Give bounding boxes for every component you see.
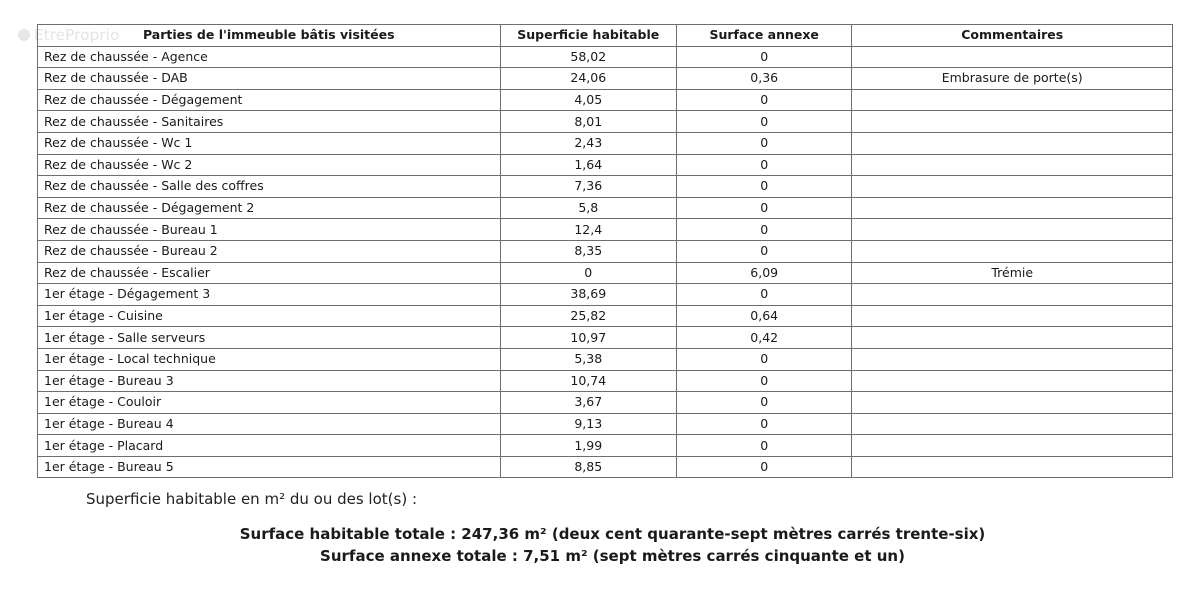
cell-superficie-habitable: 8,85 [500,456,676,478]
table-row [38,111,1173,133]
table-header-row [38,25,1173,47]
cell-commentaire [852,305,1173,327]
table-row [38,46,1173,68]
cell-piece: 1er étage - Couloir [38,392,501,414]
cell-surface-annexe: 0 [677,456,852,478]
cell-piece: 1er étage - Cuisine [38,305,501,327]
header-pieces: Parties de l'immeuble bâtis visitées [38,25,501,47]
cell-commentaire [852,327,1173,349]
cell-piece: Rez de chaussée - Bureau 2 [38,240,501,262]
cell-surface-annexe: 6,09 [677,262,852,284]
cell-piece: Rez de chaussée - Dégagement 2 [38,197,501,219]
table-row [38,262,1173,284]
cell-surface-annexe: 0 [677,435,852,457]
cell-surface-annexe: 0 [677,111,852,133]
cell-commentaire [852,197,1173,219]
cell-superficie-habitable: 9,13 [500,413,676,435]
cell-superficie-habitable: 10,74 [500,370,676,392]
header-commentaires: Commentaires [852,25,1173,47]
table-row [38,456,1173,478]
cell-piece: Rez de chaussée - Dégagement [38,89,501,111]
table-row [38,435,1173,457]
annexe-total: Surface annexe totale : 7,51 m² (sept mètres carrés cinquante et un) [320,547,905,565]
table-row [38,68,1173,90]
cell-commentaire [852,392,1173,414]
cell-commentaire [852,176,1173,198]
cell-surface-annexe: 0,36 [677,68,852,90]
watermark-text: EtreProprio [34,26,120,44]
cell-piece: 1er étage - Placard [38,435,501,457]
cell-commentaire [852,240,1173,262]
cell-superficie-habitable: 25,82 [500,305,676,327]
table-row [38,305,1173,327]
cell-commentaire: Trémie [852,262,1173,284]
table-row [38,327,1173,349]
cell-commentaire [852,132,1173,154]
surfaces-table [37,24,1173,478]
cell-superficie-habitable: 3,67 [500,392,676,414]
cell-superficie-habitable: 10,97 [500,327,676,349]
cell-surface-annexe: 0 [677,370,852,392]
cell-surface-annexe: 0 [677,413,852,435]
cell-superficie-habitable: 4,05 [500,89,676,111]
cell-piece: Rez de chaussée - Escalier [38,262,501,284]
cell-surface-annexe: 0 [677,46,852,68]
cell-surface-annexe: 0 [677,219,852,241]
cell-superficie-habitable: 2,43 [500,132,676,154]
cell-commentaire: Embrasure de porte(s) [852,68,1173,90]
table-row [38,370,1173,392]
table-row [38,240,1173,262]
cell-surface-annexe: 0 [677,284,852,306]
cell-piece: Rez de chaussée - Wc 2 [38,154,501,176]
cell-surface-annexe: 0 [677,89,852,111]
cell-piece: 1er étage - Bureau 5 [38,456,501,478]
cell-piece: 1er étage - Local technique [38,348,501,370]
cell-superficie-habitable: 1,99 [500,435,676,457]
table-row [38,89,1173,111]
table-row [38,219,1173,241]
cell-surface-annexe: 0 [677,240,852,262]
cell-superficie-habitable: 8,01 [500,111,676,133]
table-row [38,132,1173,154]
cell-superficie-habitable: 38,69 [500,284,676,306]
table-row [38,154,1173,176]
cell-piece: Rez de chaussée - DAB [38,68,501,90]
table-row [38,197,1173,219]
cell-commentaire [852,111,1173,133]
copyright-logo-icon [18,29,30,41]
cell-piece: Rez de chaussée - Wc 1 [38,132,501,154]
header-superficie-habitable: Superficie habitable [500,25,676,47]
cell-superficie-habitable: 24,06 [500,68,676,90]
cell-superficie-habitable: 5,38 [500,348,676,370]
summary-intro: Superficie habitable en m² du ou des lot(s) : [86,490,417,508]
cell-surface-annexe: 0,42 [677,327,852,349]
cell-surface-annexe: 0 [677,176,852,198]
cell-surface-annexe: 0 [677,392,852,414]
cell-superficie-habitable: 12,4 [500,219,676,241]
cell-piece: Rez de chaussée - Sanitaires [38,111,501,133]
cell-piece: 1er étage - Bureau 4 [38,413,501,435]
table-row [38,176,1173,198]
cell-commentaire [852,348,1173,370]
habitable-total: Surface habitable totale : 247,36 m² (deux cent quarante-sept mètres carrés trente-six) [239,525,986,543]
cell-piece: Rez de chaussée - Salle des coffres [38,176,501,198]
table-row [38,348,1173,370]
cell-piece: 1er étage - Salle serveurs [38,327,501,349]
cell-commentaire [852,284,1173,306]
cell-surface-annexe: 0 [677,348,852,370]
cell-piece: Rez de chaussée - Agence [38,46,501,68]
cell-superficie-habitable: 0 [500,262,676,284]
cell-commentaire [852,46,1173,68]
summary-totals [0,523,1200,567]
cell-surface-annexe: 0,64 [677,305,852,327]
cell-superficie-habitable: 7,36 [500,176,676,198]
cell-commentaire [852,413,1173,435]
cell-surface-annexe: 0 [677,154,852,176]
cell-commentaire [852,219,1173,241]
cell-piece: Rez de chaussée - Bureau 1 [38,219,501,241]
cell-commentaire [852,370,1173,392]
cell-superficie-habitable: 8,35 [500,240,676,262]
cell-superficie-habitable: 1,64 [500,154,676,176]
cell-superficie-habitable: 5,8 [500,197,676,219]
cell-surface-annexe: 0 [677,132,852,154]
cell-commentaire [852,456,1173,478]
header-surface-annexe: Surface annexe [677,25,852,47]
cell-piece: 1er étage - Dégagement 3 [38,284,501,306]
cell-piece: 1er étage - Bureau 3 [38,370,501,392]
cell-commentaire [852,89,1173,111]
table-row [38,413,1173,435]
cell-surface-annexe: 0 [677,197,852,219]
cell-commentaire [852,154,1173,176]
table-body [38,46,1173,478]
cell-commentaire [852,435,1173,457]
table-row [38,284,1173,306]
table-row [38,392,1173,414]
cell-superficie-habitable: 58,02 [500,46,676,68]
